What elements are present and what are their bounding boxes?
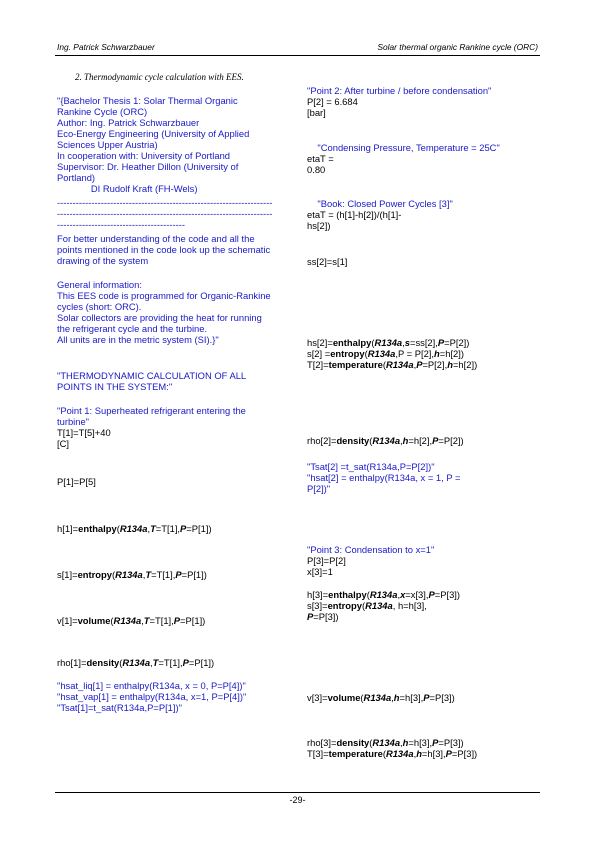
- page-number: -29-: [289, 795, 306, 805]
- hs2-equation: hs[2]=enthalpy(R134a,s=ss[2],P=P[2]): [307, 337, 470, 348]
- header-rule: [55, 55, 540, 56]
- point2-comment: "Point 2: After turbine / before condensation": [307, 85, 492, 96]
- t1-unit: [C]: [57, 438, 69, 449]
- header-author: Ing. Patrick Schwarzbauer: [57, 42, 155, 52]
- general-information: General information: This EES code is programmed for Organic-Rankine cycles (short: ORC). Solar collectors are providing the heat for running the refrigerant cycle and the turbine. All units are in the metric system (SI).}": [57, 279, 271, 345]
- h1-equation: h[1]=enthalpy(R134a,T=T[1],P=P[1]): [57, 523, 212, 534]
- rho3-equation: rho[3]=density(R134a,h=h[3],P=P[3]): [307, 737, 464, 748]
- v3-equation: v[3]=volume(R134a,h=h[3],P=P[3]): [307, 692, 455, 703]
- s1-equation: s[1]=entropy(R134a,T=T[1],P=P[1]): [57, 569, 207, 580]
- h3-equation: h[3]=enthalpy(R134a,x=x[3],P=P[3]): [307, 589, 461, 600]
- etaT-equation: etaT = (h[1]-h[2])/(h[1]- hs[2]): [307, 209, 402, 231]
- t1-equation: T[1]=T[5]+40: [57, 427, 111, 438]
- p2-unit: [bar]: [307, 107, 326, 118]
- dash-separator: --------------------------------------------------------------------- --------------------------------------------------------------------- -----------------------------------------: [57, 197, 273, 230]
- thermo-calc-heading: "THERMODYNAMIC CALCULATION OF ALL POINTS IN THE SYSTEM:": [57, 370, 247, 392]
- thesis-cosupervisor: DI Rudolf Kraft (FH-Wels): [57, 183, 198, 194]
- p1-equation: P[1]=P[5]: [57, 476, 96, 487]
- header-title: Solar thermal organic Rankine cycle (ORC): [377, 42, 538, 52]
- T2-equation: T[2]=temperature(R134a,P=P[2],h=h[2]): [307, 359, 478, 370]
- footer-rule: [55, 792, 540, 793]
- point3-comment: "Point 3: Condensation to x=1": [307, 544, 435, 555]
- rho2-equation: rho[2]=density(R134a,h=h[2],P=P[2]): [307, 435, 464, 446]
- rho1-equation: rho[1]=density(R134a,T=T[1],P=P[1]): [57, 657, 215, 668]
- book-comment: "Book: Closed Power Cycles [3]": [307, 198, 453, 209]
- s3-equation: s[3]=entropy(R134a, h=h[3], P=P[3]): [307, 600, 427, 622]
- p3-x3-equations: P[3]=P[2] x[3]=1: [307, 555, 346, 577]
- point1-comment: "Point 1: Superheated refrigerant entering the turbine": [57, 405, 246, 427]
- v1-equation: v[1]=volume(R134a,T=T[1],P=P[1]): [57, 615, 206, 626]
- T3-equation: T[3]=temperature(R134a,h=h[3],P=P[3]): [307, 748, 478, 759]
- etaT-value: etaT = 0.80: [307, 153, 334, 175]
- tsat2-comments: "Tsat[2] =t_sat(R134a,P=P[2])" "hsat[2] = enthalpy(R134a, x = 1, P = P[2])": [307, 461, 461, 494]
- understanding-note: For better understanding of the code and all the points mentioned in the code look up the schematic drawing of the system: [57, 233, 271, 266]
- section-title: 2. Thermodynamic cycle calculation with EES.: [75, 72, 244, 82]
- s2-equation: s[2] =entropy(R134a,P = P[2],h=h[2]): [307, 348, 464, 359]
- hsat-comments: "hsat_liq[1] = enthalpy(R134a, x = 0, P=P[4])" "hsat_vap[1] = enthalpy(R134a, x=1, P=P[4])" "Tsat[1]=t_sat(R134a,P=P[1])": [57, 680, 247, 713]
- ss2-equation: ss[2]=s[1]: [307, 256, 348, 267]
- thesis-intro: "{Bachelor Thesis 1: Solar Thermal Organic Rankine Cycle (ORC) Author: Ing. Patrick Schwarzbauer Eco-Energy Engineering (University of Applied Sciences Upper Austria) In cooperation with: University of Portland Supervisor: Dr. Heather Dillon (University of Portland): [57, 95, 250, 183]
- p2-equation: P[2] = 6.684: [307, 96, 358, 107]
- condensing-comment: "Condensing Pressure, Temperature = 25C": [307, 142, 500, 153]
